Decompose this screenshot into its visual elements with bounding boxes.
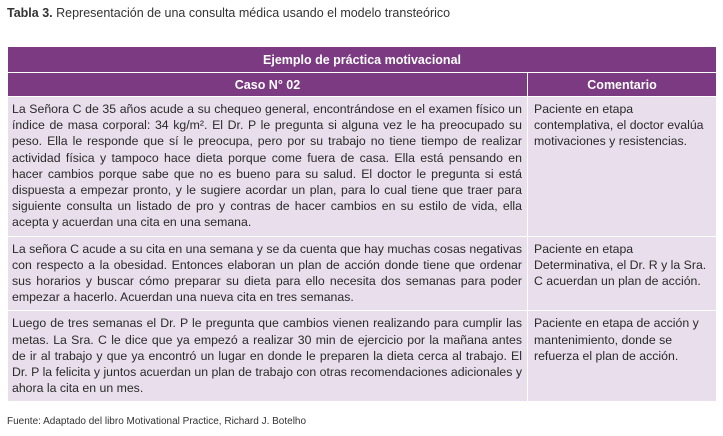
comment-cell: Paciente en etapa de acción y mantenimiento, donde se refuerza el plan de acción. bbox=[528, 311, 717, 402]
caption-label: Tabla 3. bbox=[7, 6, 53, 20]
comment-cell: Paciente en etapa Determinativa, el Dr. R y la Sra. C acuerdan un plan de acción. bbox=[528, 236, 717, 311]
motivational-practice-table bbox=[7, 46, 717, 402]
comment-cell: Paciente en etapa contemplativa, el doctor evalúa motivaciones y resistencias. bbox=[528, 97, 717, 237]
table-caption bbox=[7, 6, 450, 20]
table-row bbox=[8, 311, 717, 402]
table-row bbox=[8, 97, 717, 237]
case-cell: La Señora C de 35 años acude a su chequeo general, encontrándose en el examen físico un índice de masa corporal: 34 kg/m². El Dr. P le pregunta si alguna vez le ha preocupado su peso. Ella le responde que sí le preocupa, pero por su trabajo no tiene tiempo de realizar actividad física y tampoco hace dieta porque come fuera de casa. Ella está pensando en hacer cambios porque sabe que no es bueno para su salud. El doctor le pregunta si está dispuesta a empezar pronto, y le sugiere acordar un plan, para lo cual tiene que traer para siguiente consulta un listado de pro y contras de hacer cambios en su estilo de vida, ella acepta y acuerdan una cita en una semana. bbox=[8, 97, 528, 237]
source-note: Fuente: Adaptado del libro Motivational Practice, Richard J. Botelho bbox=[7, 416, 307, 427]
column-header-comment: Comentario bbox=[528, 73, 717, 97]
table-row bbox=[8, 236, 717, 311]
column-header-case: Caso N° 02 bbox=[8, 73, 528, 97]
case-cell: Luego de tres semanas el Dr. P le pregunta que cambios vienen realizando para cumplir las metas. La Sra. C le dice que ya empezó a realizar 30 min de ejercicio por la mañana antes de ir al trabajo y que ya encontró un lugar en donde le preparen la dieta cerca al trabajo. El Dr. P la felicita y juntos acuerdan un plan de trabajo con otras recomendaciones adicionales y ahora la cita en un mes. bbox=[8, 311, 528, 402]
caption-text: Representación de una consulta médica usando el modelo transteórico bbox=[52, 6, 451, 20]
table-title: Ejemplo de práctica motivacional bbox=[8, 47, 717, 73]
case-cell: La señora C acude a su cita en una semana y se da cuenta que hay muchas cosas negativas con respecto a la obesidad. Entonces elaboran un plan de acción donde tiene que ordenar sus horarios y buscar cómo preparar su dieta para ello necesita dos semanas para poder empezar a hacerlo. Acuerdan una nueva cita en tres semanas. bbox=[8, 236, 528, 311]
